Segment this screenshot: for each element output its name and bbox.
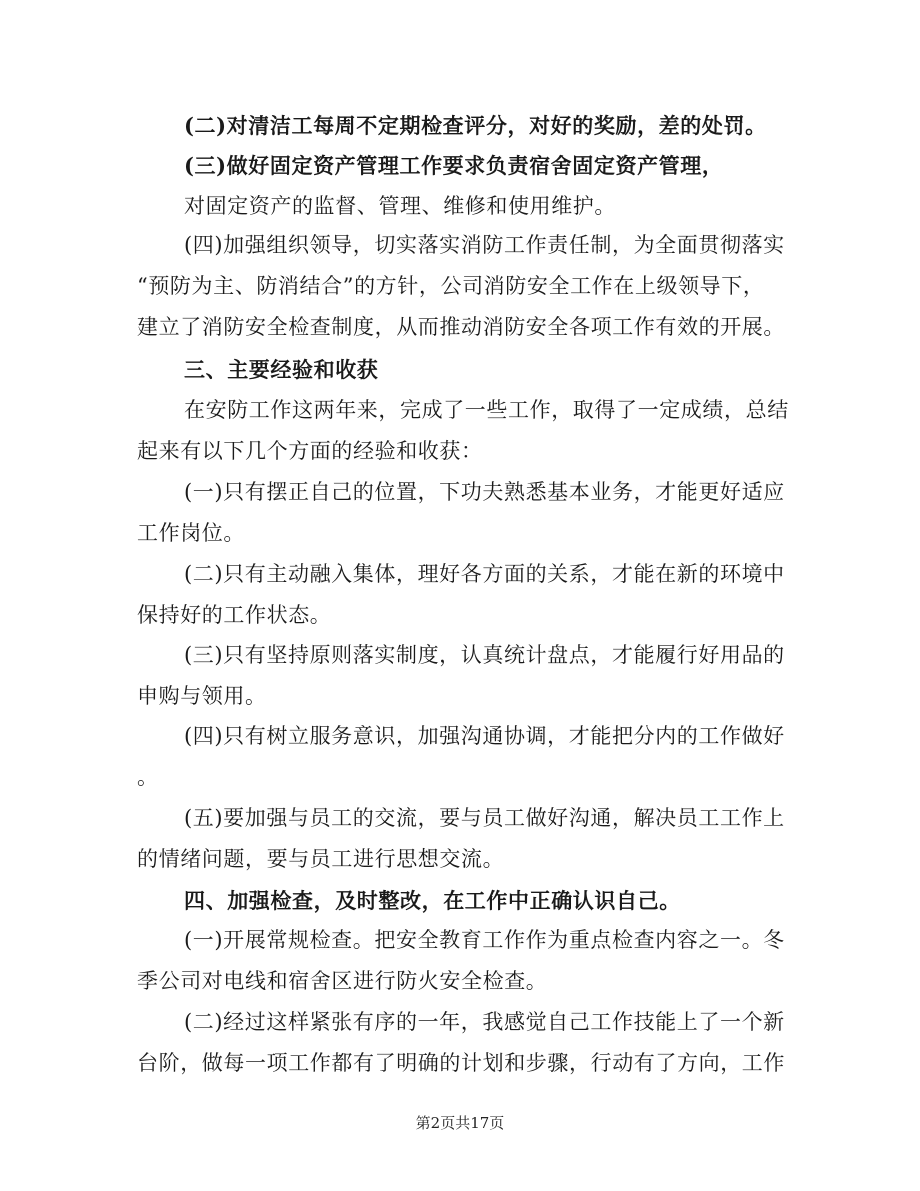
paragraph: [137, 108, 787, 143]
paragraph: [137, 1005, 787, 1081]
section-heading: [137, 352, 787, 387]
text-line: 的情绪问题，要与员工进行思想交流。: [137, 847, 505, 871]
paragraph: [137, 923, 787, 999]
text-line: (三)只有坚持原则落实制度，认真统计盘点，才能履行好用品的: [184, 643, 785, 667]
text-line: 保持好的工作状态。: [137, 603, 332, 627]
paragraph: [137, 557, 787, 633]
page-number-footer: 第2页共17页: [415, 1114, 505, 1132]
text-line: 对固定资产的监督、管理、维修和使用维护。: [184, 194, 616, 218]
text-line: (三)做好固定资产管理工作要求负责宿舍固定资产管理，: [184, 153, 724, 178]
text-line: 申购与领用。: [137, 684, 267, 708]
text-line: (二)经过这样紧张有序的一年，我感觉自己工作技能上了一个新: [184, 1010, 785, 1034]
text-line: 在安防工作这两年来，完成了一些工作，取得了一定成绩，总结: [184, 398, 789, 422]
paragraph: [137, 801, 787, 877]
text-line: (四)加强组织领导，切实落实消防工作责任制，为全面贯彻落实: [184, 233, 785, 257]
text-line: “预防为主、防消结合”的方针，公司消防安全工作在上级领导下，: [137, 274, 765, 298]
text-line: 起来有以下几个方面的经验和收获：: [137, 439, 483, 463]
text-line: (一)只有摆正自己的位置，下功夫熟悉基本业务，才能更好适应: [184, 480, 785, 504]
paragraph: [137, 189, 787, 224]
text-line: (一)开展常规检查。把安全教育工作作为重点检查内容之一。冬: [184, 928, 785, 952]
text-line: (四)只有树立服务意识，加强沟通协调，才能把分内的工作做好: [184, 724, 785, 748]
paragraph: [137, 393, 787, 469]
paragraph: [137, 719, 787, 795]
paragraph: [137, 638, 787, 714]
text-line: (二)对清洁工每周不定期检查评分，对好的奖励，差的处罚。: [184, 113, 767, 138]
text-line: 工作岗位。: [137, 521, 245, 545]
text-line: 。: [137, 765, 159, 789]
section-heading: [137, 883, 787, 918]
text-line: 建立了消防安全检查制度，从而推动消防安全各项工作有效的开展。: [137, 315, 785, 339]
text-line: (二)只有主动融入集体，理好各方面的关系，才能在新的环境中: [184, 562, 785, 586]
text-line: 台阶，做每一项工作都有了明确的计划和步骤，行动有了方向，工作: [137, 1051, 785, 1075]
paragraph: [137, 475, 787, 551]
text-line: 三、主要经验和收获: [184, 357, 379, 382]
text-line: 季公司对电线和宿舍区进行防火安全检查。: [137, 969, 548, 993]
text-line: 四、加强检查，及时整改，在工作中正确认识自己。: [184, 888, 681, 913]
text-line: (五)要加强与员工的交流，要与员工做好沟通，解决员工工作上: [184, 806, 785, 830]
paragraph: [137, 148, 787, 183]
paragraph: [137, 228, 787, 345]
